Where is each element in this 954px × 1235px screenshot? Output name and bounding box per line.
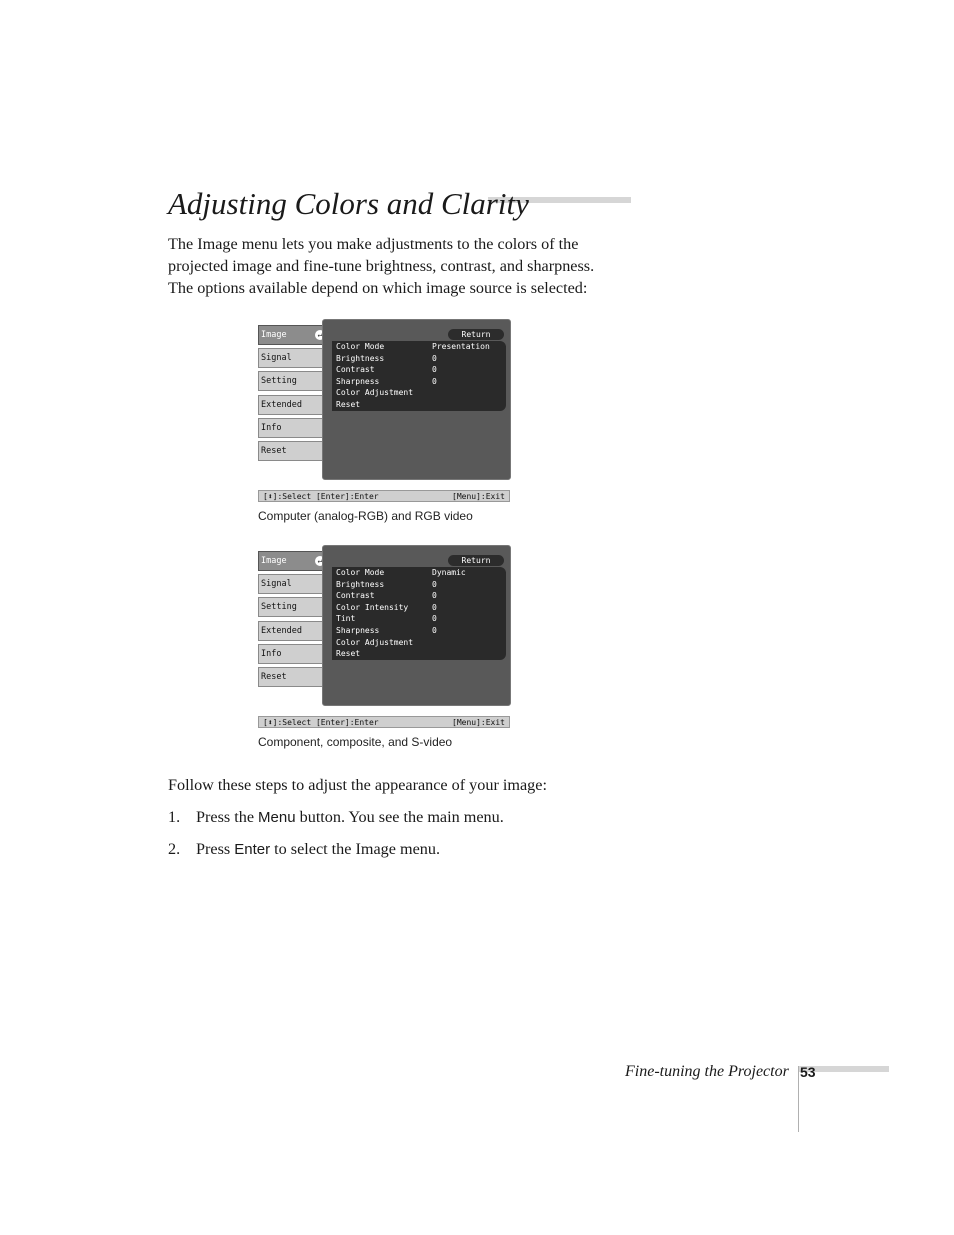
- page-number: 53: [800, 1064, 816, 1080]
- image-menu-screenshot-component: [258, 545, 512, 733]
- tab-reset: [258, 441, 328, 461]
- step-number: 1.: [168, 808, 181, 826]
- menu-item-color-adjustment: Color Adjustment: [336, 388, 414, 398]
- tab-label: Signal: [261, 353, 292, 364]
- figure-caption: Computer (analog-RGB) and RGB video: [258, 509, 473, 523]
- status-exit: [Menu]:Exit: [452, 718, 505, 727]
- enter-icon: ↵: [315, 556, 325, 566]
- menu-tabs: [258, 325, 328, 464]
- tab-label: Extended: [261, 399, 302, 410]
- tab-extended: [258, 395, 328, 415]
- tab-info: [258, 644, 328, 664]
- tab-info: [258, 418, 328, 438]
- menu-item-sharpness: Sharpness 0: [336, 376, 437, 386]
- tab-image: [258, 325, 328, 345]
- menu-item-brightness: Brightness 0: [336, 353, 437, 363]
- tab-label: Info: [261, 648, 282, 659]
- menu-item-value: 0: [432, 602, 437, 612]
- step-number: 2.: [168, 840, 181, 858]
- tab-label: Setting: [261, 376, 297, 387]
- image-menu-screenshot-computer: [258, 319, 512, 507]
- menu-item-color-mode: Color Mode Dynamic: [336, 568, 466, 577]
- step-text: button. You see the main menu.: [295, 808, 504, 826]
- menu-item-color-mode: Color Mode Presentation: [336, 342, 490, 351]
- intro-line: The options available depend on which image source is selected:: [168, 279, 588, 297]
- menu-status-bar: [258, 490, 510, 502]
- menu-panel: [322, 545, 511, 706]
- step-text: to select the Image menu.: [270, 840, 440, 858]
- tab-setting: [258, 597, 328, 617]
- step-text: Press the: [196, 808, 259, 826]
- footer-divider: [798, 1066, 799, 1132]
- intro-line: projected image and fine-tune brightness, contrast, and sharpness.: [168, 257, 595, 275]
- menu-item-reset: Reset: [336, 399, 361, 409]
- return-option: Return: [448, 329, 504, 340]
- tab-setting: [258, 371, 328, 391]
- key-name-enter: Enter: [234, 841, 271, 858]
- intro-paragraph: [168, 233, 628, 299]
- steps-intro: Follow these steps to adjust the appearance of your image:: [168, 776, 547, 794]
- menu-item-value: 0: [432, 579, 437, 589]
- tab-label: Image: [261, 556, 287, 566]
- menu-item-value: 0: [432, 376, 437, 386]
- tab-image: [258, 551, 328, 571]
- tab-label: Reset: [261, 445, 287, 456]
- tab-label: Extended: [261, 625, 302, 636]
- tab-label: Image: [261, 330, 287, 340]
- menu-item-color-adjustment: Color Adjustment: [336, 637, 414, 647]
- menu-item-value: Presentation: [432, 342, 490, 351]
- menu-item-sharpness: Sharpness 0: [336, 625, 437, 635]
- menu-item-value: 0: [432, 625, 437, 635]
- step-2: [168, 840, 440, 859]
- step-1: [168, 808, 504, 827]
- tab-label: Info: [261, 422, 282, 433]
- intro-line: The Image menu lets you make adjustments to the colors of the: [168, 235, 579, 253]
- page-title: Adjusting Colors and Clarity: [168, 186, 529, 221]
- menu-status-bar: [258, 716, 510, 728]
- tab-reset: [258, 667, 328, 687]
- menu-tabs: [258, 551, 328, 690]
- menu-items: [332, 567, 506, 660]
- tab-label: Signal: [261, 579, 292, 590]
- step-text: Press: [196, 840, 235, 858]
- menu-panel: [322, 319, 511, 480]
- menu-item-value: Dynamic: [432, 568, 466, 577]
- tab-label: Setting: [261, 602, 297, 613]
- figure-caption: Component, composite, and S-video: [258, 735, 453, 749]
- tab-extended: [258, 621, 328, 641]
- menu-item-contrast: Contrast 0: [336, 591, 437, 601]
- menu-item-brightness: Brightness 0: [336, 579, 437, 589]
- menu-item-value: 0: [432, 614, 437, 624]
- menu-item-value: 0: [432, 353, 437, 363]
- key-name-menu: Menu: [258, 809, 296, 826]
- menu-item-contrast: Contrast 0: [336, 365, 437, 375]
- menu-items: [332, 341, 506, 411]
- menu-item-color-intensity: Color Intensity 0: [336, 602, 437, 612]
- tab-signal: [258, 348, 328, 368]
- footer-section-title: Fine-tuning the Projector: [625, 1063, 789, 1080]
- status-select-enter: [⬍]:Select [Enter]:Enter: [263, 718, 379, 727]
- status-select-enter: [⬍]:Select [Enter]:Enter: [263, 492, 379, 501]
- menu-item-tint: Tint 0: [336, 614, 437, 624]
- menu-item-value: 0: [432, 365, 437, 375]
- status-exit: [Menu]:Exit: [452, 492, 505, 501]
- tab-label: Reset: [261, 671, 287, 682]
- menu-item-value: 0: [432, 591, 437, 601]
- enter-icon: ↵: [315, 330, 325, 340]
- menu-item-reset: Reset: [336, 649, 361, 659]
- return-option: Return: [448, 555, 504, 566]
- tab-signal: [258, 574, 328, 594]
